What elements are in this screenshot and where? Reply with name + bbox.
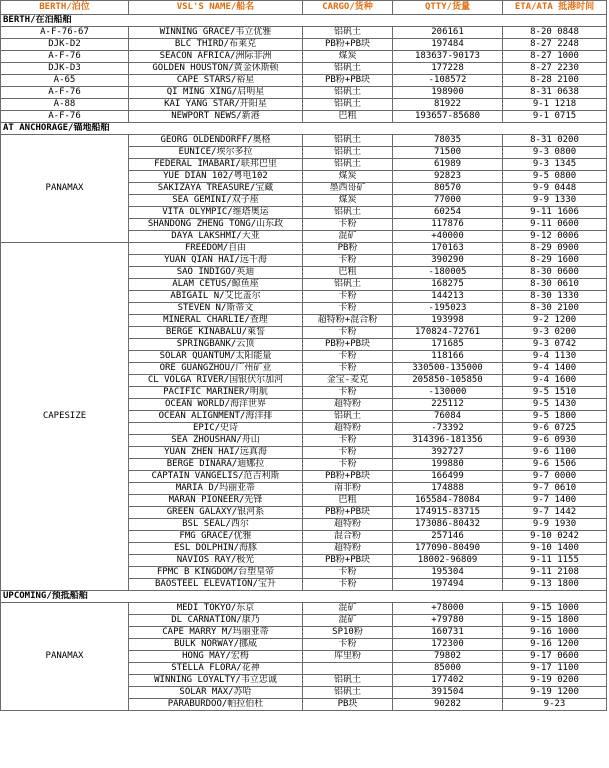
vessel-cell[interactable]: SEACON AFRICA/洲际非洲 — [129, 51, 303, 63]
cargo-cell[interactable]: 墨西哥矿 — [303, 183, 393, 195]
cargo-cell[interactable]: 超特粉 — [303, 519, 393, 531]
vessel-cell[interactable]: HONG MAY/宏梅 — [129, 651, 303, 663]
cargo-cell[interactable]: PB粉+PB块 — [303, 75, 393, 87]
qtty-cell[interactable]: 18002-96809 — [393, 555, 503, 567]
qtty-cell[interactable]: 80570 — [393, 183, 503, 195]
cargo-cell[interactable]: 卡粉 — [303, 363, 393, 375]
eta-cell[interactable]: 9-11 2108 — [503, 567, 607, 579]
eta-cell[interactable]: 8-31 0638 — [503, 87, 607, 99]
table-row — [1, 99, 607, 111]
qtty-cell[interactable]: 391504 — [393, 687, 503, 699]
table-row — [1, 39, 607, 51]
cargo-cell[interactable]: 铝矾土 — [303, 207, 393, 219]
cargo-cell[interactable]: 卡粉 — [303, 219, 393, 231]
table-row — [1, 75, 607, 87]
cargo-cell[interactable]: 铝矾土 — [303, 147, 393, 159]
qtty-cell[interactable]: 71500 — [393, 147, 503, 159]
vessel-cell[interactable]: STELLA FLORA/花神 — [129, 663, 303, 675]
qtty-cell[interactable]: 85000 — [393, 663, 503, 675]
qtty-cell[interactable]: 195304 — [393, 567, 503, 579]
cargo-cell[interactable]: 铝矾土 — [303, 135, 393, 147]
cargo-cell[interactable]: 超特粉 — [303, 543, 393, 555]
cargo-cell[interactable]: 铝矾土 — [303, 87, 393, 99]
eta-cell[interactable]: 8-20 0848 — [503, 27, 607, 39]
qtty-cell[interactable]: 314396-181356 — [393, 435, 503, 447]
section-row — [1, 123, 607, 135]
eta-cell[interactable]: 8-30 0600 — [503, 267, 607, 279]
cargo-cell[interactable]: 煤炭 — [303, 51, 393, 63]
vessel-cell[interactable]: WINNING GRACE/韦立优雅 — [129, 27, 303, 39]
eta-cell[interactable]: 8-29 1600 — [503, 255, 607, 267]
cargo-cell[interactable]: 混矿 — [303, 615, 393, 627]
cargo-cell[interactable]: PB粉+PB块 — [303, 339, 393, 351]
vessel-cell[interactable]: BERGE DINARA/迪娜拉 — [129, 459, 303, 471]
eta-cell[interactable]: 9-2 1200 — [503, 315, 607, 327]
vessel-cell[interactable]: MINERAL CHARLIE/查理 — [129, 315, 303, 327]
cargo-cell[interactable]: 卡粉 — [303, 303, 393, 315]
category-capesize[interactable]: CAPESIZE — [1, 243, 129, 591]
eta-cell[interactable]: 9-23 — [503, 699, 607, 711]
table-row — [1, 63, 607, 75]
cargo-cell[interactable]: 金宝-麦克 — [303, 375, 393, 387]
vessel-cell[interactable]: FMG GRACE/优雅 — [129, 531, 303, 543]
qtty-cell[interactable]: 61989 — [393, 159, 503, 171]
cargo-cell[interactable]: 卡粉 — [303, 579, 393, 591]
vessel-cell[interactable]: SHANDONG ZHENG TONG/山东政 — [129, 219, 303, 231]
cargo-cell[interactable]: PB粉 — [303, 243, 393, 255]
eta-cell[interactable]: 9-4 1130 — [503, 351, 607, 363]
header-cargo[interactable]: CARGO/货种 — [303, 1, 393, 15]
vessel-cell[interactable]: STEVEN N/斯蒂文 — [129, 303, 303, 315]
qtty-cell[interactable]: 60254 — [393, 207, 503, 219]
table-row — [1, 243, 607, 255]
eta-cell[interactable]: 8-27 2248 — [503, 39, 607, 51]
header-vessel[interactable]: VSL'S NAME/船名 — [129, 1, 303, 15]
vessel-cell[interactable]: BAOSTEEL ELEVATION/宝升 — [129, 579, 303, 591]
vessel-cell[interactable]: OCEAN ALIGNMENT/海洋排 — [129, 411, 303, 423]
eta-cell[interactable]: 9-4 1600 — [503, 375, 607, 387]
qtty-cell[interactable]: 206161 — [393, 27, 503, 39]
vessel-cell[interactable]: KAI YANG STAR/开阳星 — [129, 99, 303, 111]
vessel-cell[interactable]: MEDI TOKYO/东京 — [129, 603, 303, 615]
vessel-cell[interactable]: ABIGAIL N/艾比盖尔 — [129, 291, 303, 303]
cargo-cell[interactable]: 巴粗 — [303, 267, 393, 279]
cargo-cell[interactable]: PB粉+PB块 — [303, 555, 393, 567]
cargo-cell[interactable]: 卡粉 — [303, 639, 393, 651]
cargo-cell[interactable]: 超特粉 — [303, 423, 393, 435]
cargo-cell[interactable]: PB块 — [303, 699, 393, 711]
vessel-cell[interactable]: EUNICE/埃尔多拉 — [129, 147, 303, 159]
cargo-cell[interactable]: 库里粉 — [303, 651, 393, 663]
qtty-cell[interactable]: 198900 — [393, 87, 503, 99]
eta-cell[interactable]: 9-5 1430 — [503, 399, 607, 411]
qtty-cell[interactable]: +78000 — [393, 603, 503, 615]
cargo-cell[interactable] — [303, 663, 393, 675]
cargo-cell[interactable]: 铝矾土 — [303, 675, 393, 687]
cargo-cell[interactable]: 煤炭 — [303, 195, 393, 207]
vessel-cell[interactable]: CL VOLGA RIVER/国银伏尔加河 — [129, 375, 303, 387]
section-upcoming-title[interactable]: UPCOMING/预抵船舶 — [1, 591, 607, 603]
eta-cell[interactable]: 9-13 1800 — [503, 579, 607, 591]
berth-cell[interactable]: A-F-76 — [1, 111, 129, 123]
vessel-cell[interactable]: YUAN QIAN HAI/远千海 — [129, 255, 303, 267]
eta-cell[interactable]: 9-7 0610 — [503, 483, 607, 495]
vessel-cell[interactable]: FREEDOM/自由 — [129, 243, 303, 255]
berth-cell[interactable]: DJK-D2 — [1, 39, 129, 51]
qtty-cell[interactable]: 199880 — [393, 459, 503, 471]
vessel-cell[interactable]: YUE DIAN 102/粤电102 — [129, 171, 303, 183]
qtty-cell[interactable]: 165584-78084 — [393, 495, 503, 507]
cargo-cell[interactable]: 煤炭 — [303, 171, 393, 183]
qtty-cell[interactable]: 117876 — [393, 219, 503, 231]
cargo-cell[interactable]: 超特粉+混合粉 — [303, 315, 393, 327]
qtty-cell[interactable]: 330500-135000 — [393, 363, 503, 375]
qtty-cell[interactable]: 197484 — [393, 39, 503, 51]
berth-cell[interactable]: A-65 — [1, 75, 129, 87]
vessel-cell[interactable]: SOLAR MAX/苏哈 — [129, 687, 303, 699]
vessel-cell[interactable]: VITA OLYMPIC/维塔奥运 — [129, 207, 303, 219]
qtty-cell[interactable]: 173086-80432 — [393, 519, 503, 531]
cargo-cell[interactable]: 混矿 — [303, 231, 393, 243]
vessel-cell[interactable]: QI MING XING/启明星 — [129, 87, 303, 99]
vessel-cell[interactable]: MARAN PIONEER/先锋 — [129, 495, 303, 507]
qtty-cell[interactable]: 166499 — [393, 471, 503, 483]
qtty-cell[interactable]: 118166 — [393, 351, 503, 363]
eta-cell[interactable]: 9-3 0200 — [503, 327, 607, 339]
vessel-cell[interactable]: GOLDEN HOUSTON/黄金休斯顿 — [129, 63, 303, 75]
cargo-cell[interactable]: 卡粉 — [303, 327, 393, 339]
qtty-cell[interactable]: 197494 — [393, 579, 503, 591]
qtty-cell[interactable]: 79802 — [393, 651, 503, 663]
vessel-cell[interactable]: CAPTAIN VANGELIS/范吉利斯 — [129, 471, 303, 483]
section-berth-title[interactable]: BERTH/在泊船舶 — [1, 15, 607, 27]
vessel-cell[interactable]: FPMC B KINGDOM/台塑皇帝 — [129, 567, 303, 579]
vessel-cell[interactable]: MARIA D/玛丽亚蒂 — [129, 483, 303, 495]
vessel-cell[interactable]: SOLAR QUANTUM/太阳能量 — [129, 351, 303, 363]
vessel-cell[interactable]: SEA ZHOUSHAN/舟山 — [129, 435, 303, 447]
eta-cell[interactable]: 9-3 0742 — [503, 339, 607, 351]
eta-cell[interactable]: 9-6 0930 — [503, 435, 607, 447]
table-row — [1, 27, 607, 39]
eta-cell[interactable]: 9-16 1200 — [503, 639, 607, 651]
eta-cell[interactable]: 9-15 1800 — [503, 615, 607, 627]
cargo-cell[interactable]: 卡粉 — [303, 459, 393, 471]
eta-cell[interactable]: 8-27 1000 — [503, 51, 607, 63]
eta-cell[interactable]: 9-16 1000 — [503, 627, 607, 639]
cargo-cell[interactable]: SP10粉 — [303, 627, 393, 639]
eta-cell[interactable]: 9-17 0600 — [503, 651, 607, 663]
qtty-cell[interactable]: +40000 — [393, 231, 503, 243]
table-row — [1, 51, 607, 63]
header-qtty[interactable]: QTTY/货量 — [393, 1, 503, 15]
qtty-cell[interactable]: 92823 — [393, 171, 503, 183]
vessel-cell[interactable]: ALAM CETUS/鲸鱼座 — [129, 279, 303, 291]
qtty-cell[interactable]: 76084 — [393, 411, 503, 423]
cargo-cell[interactable]: 卡粉 — [303, 387, 393, 399]
qtty-cell[interactable]: 205850-105850 — [393, 375, 503, 387]
table-row — [1, 87, 607, 99]
vessel-cell[interactable]: OCEAN WORLD/海洋世界 — [129, 399, 303, 411]
vessel-cell[interactable]: PARABURDOO/帕拉伯杜 — [129, 699, 303, 711]
vessel-cell[interactable]: GREEN GALAXY/银河系 — [129, 507, 303, 519]
header-eta[interactable]: ETA/ATA 抵港时间 — [503, 1, 607, 15]
eta-cell[interactable]: 9-15 1000 — [503, 603, 607, 615]
qtty-cell[interactable]: 144213 — [393, 291, 503, 303]
qtty-cell[interactable]: 183637-90173 — [393, 51, 503, 63]
eta-cell[interactable]: 9-11 1155 — [503, 555, 607, 567]
vessel-cell[interactable]: BLC THIRD/布莱克 — [129, 39, 303, 51]
cargo-cell[interactable]: 铝矾土 — [303, 99, 393, 111]
vessel-cell[interactable]: NEWPORT NEWS/新港 — [129, 111, 303, 123]
qtty-cell[interactable]: 170163 — [393, 243, 503, 255]
eta-cell[interactable]: 9-7 1400 — [503, 495, 607, 507]
eta-cell[interactable]: 9-6 1506 — [503, 459, 607, 471]
cargo-cell[interactable]: 铝矾土 — [303, 63, 393, 75]
cargo-cell[interactable]: 混矿 — [303, 603, 393, 615]
eta-cell[interactable]: 9-5 1800 — [503, 411, 607, 423]
eta-cell[interactable]: 9-9 0448 — [503, 183, 607, 195]
qtty-cell[interactable]: 78035 — [393, 135, 503, 147]
vessel-cell[interactable]: BSL SEAL/西尔 — [129, 519, 303, 531]
cargo-cell[interactable]: PB粉+PB块 — [303, 39, 393, 51]
qtty-cell[interactable]: 193998 — [393, 315, 503, 327]
vessel-cell[interactable]: BULK NORWAY/挪威 — [129, 639, 303, 651]
qtty-cell[interactable]: -73392 — [393, 423, 503, 435]
cargo-cell[interactable]: 卡粉 — [303, 435, 393, 447]
berth-cell[interactable]: A-F-76 — [1, 87, 129, 99]
qtty-cell[interactable]: 390290 — [393, 255, 503, 267]
cargo-cell[interactable]: 混合粉 — [303, 531, 393, 543]
eta-cell[interactable]: 9-7 1442 — [503, 507, 607, 519]
vessel-cell[interactable]: DL CARNATION/康乃 — [129, 615, 303, 627]
eta-cell[interactable]: 9-3 1345 — [503, 159, 607, 171]
qtty-cell[interactable]: -180005 — [393, 267, 503, 279]
section-anchorage-title[interactable]: AT ANCHORAGE/锚地船舶 — [1, 123, 607, 135]
eta-cell[interactable]: 9-12 0006 — [503, 231, 607, 243]
vessel-cell[interactable]: CAPE STARS/裕星 — [129, 75, 303, 87]
eta-cell[interactable]: 9-19 0200 — [503, 675, 607, 687]
vessel-cell[interactable]: ESL DOLPHIN/海豚 — [129, 543, 303, 555]
qtty-cell[interactable]: 160731 — [393, 627, 503, 639]
eta-cell[interactable]: 9-1 1218 — [503, 99, 607, 111]
berth-cell[interactable]: DJK-D3 — [1, 63, 129, 75]
vessel-cell[interactable]: SAKIZAYA TREASURE/宝藏 — [129, 183, 303, 195]
berth-cell[interactable]: A-88 — [1, 99, 129, 111]
cargo-cell[interactable]: PB粉+PB块 — [303, 471, 393, 483]
qtty-cell[interactable]: 177090-80490 — [393, 543, 503, 555]
qtty-cell[interactable]: 193657-85680 — [393, 111, 503, 123]
eta-cell[interactable]: 9-5 0800 — [503, 171, 607, 183]
vessel-cell[interactable]: BERGE KINABALU/萊誓 — [129, 327, 303, 339]
vessel-cell[interactable]: PACIFIC MARINER/明航 — [129, 387, 303, 399]
eta-cell[interactable]: 9-4 1400 — [503, 363, 607, 375]
qtty-cell[interactable]: 225112 — [393, 399, 503, 411]
qtty-cell[interactable]: 177228 — [393, 63, 503, 75]
qtty-cell[interactable]: -130000 — [393, 387, 503, 399]
eta-cell[interactable]: 9-3 0800 — [503, 147, 607, 159]
qtty-cell[interactable]: 171685 — [393, 339, 503, 351]
vessel-cell[interactable]: SAO INDIGO/英迪 — [129, 267, 303, 279]
qtty-cell[interactable]: 168275 — [393, 279, 503, 291]
vessel-cell[interactable]: YUAN ZHEN HAI/远真海 — [129, 447, 303, 459]
qtty-cell[interactable]: 174915-83715 — [393, 507, 503, 519]
category-panamax[interactable]: PANAMAX — [1, 135, 129, 243]
column-header-row — [1, 1, 607, 15]
cargo-cell[interactable]: 卡粉 — [303, 567, 393, 579]
cargo-cell[interactable]: 卡粉 — [303, 351, 393, 363]
vessel-cell[interactable]: NAVIOS RAY/极光 — [129, 555, 303, 567]
qtty-cell[interactable]: -195023 — [393, 303, 503, 315]
qtty-cell[interactable]: +79780 — [393, 615, 503, 627]
eta-cell[interactable]: 9-6 0725 — [503, 423, 607, 435]
eta-cell[interactable]: 8-31 0200 — [503, 135, 607, 147]
qtty-cell[interactable]: 81922 — [393, 99, 503, 111]
eta-cell[interactable]: 9-17 1100 — [503, 663, 607, 675]
vessel-cell[interactable]: WINNING LOYALTY/韦立忠诚 — [129, 675, 303, 687]
eta-cell[interactable]: 9-10 0242 — [503, 531, 607, 543]
cargo-cell[interactable]: 铝矾土 — [303, 411, 393, 423]
eta-cell[interactable]: 9-5 1510 — [503, 387, 607, 399]
eta-cell[interactable]: 9-9 1930 — [503, 519, 607, 531]
qtty-cell[interactable]: 392727 — [393, 447, 503, 459]
vessel-cell[interactable]: SPRINGBANK/云顶 — [129, 339, 303, 351]
eta-cell[interactable]: 9-6 1100 — [503, 447, 607, 459]
section-row — [1, 15, 607, 27]
vessel-cell[interactable]: CAPE MARRY M/玛丽亚蒂 — [129, 627, 303, 639]
eta-cell[interactable]: 8-30 1330 — [503, 291, 607, 303]
eta-cell[interactable]: 9-11 0600 — [503, 219, 607, 231]
cargo-cell[interactable]: 卡粉 — [303, 447, 393, 459]
cargo-cell[interactable]: 巴粗 — [303, 495, 393, 507]
eta-cell[interactable]: 9-1 0715 — [503, 111, 607, 123]
eta-cell[interactable]: 8-30 0610 — [503, 279, 607, 291]
qtty-cell[interactable]: 257146 — [393, 531, 503, 543]
eta-cell[interactable]: 9-9 1330 — [503, 195, 607, 207]
cargo-cell[interactable]: 卡粉 — [303, 291, 393, 303]
berth-cell[interactable]: A-F-76 — [1, 51, 129, 63]
table-row — [1, 135, 607, 147]
vessel-cell[interactable]: ORE GUANGZHOU/广州矿业 — [129, 363, 303, 375]
qtty-cell[interactable]: 90282 — [393, 699, 503, 711]
eta-cell[interactable]: 9-7 0000 — [503, 471, 607, 483]
eta-cell[interactable]: 9-19 1200 — [503, 687, 607, 699]
eta-cell[interactable]: 8-29 0900 — [503, 243, 607, 255]
eta-cell[interactable]: 9-10 1400 — [503, 543, 607, 555]
qtty-cell[interactable]: 170824-72761 — [393, 327, 503, 339]
table-row — [1, 111, 607, 123]
berth-cell[interactable]: A-F-76-67 — [1, 27, 129, 39]
cargo-cell[interactable]: 南非粉 — [303, 483, 393, 495]
eta-cell[interactable]: 8-30 2100 — [503, 303, 607, 315]
cargo-cell[interactable]: 铝矾土 — [303, 159, 393, 171]
eta-cell[interactable]: 9-11 1606 — [503, 207, 607, 219]
cargo-cell[interactable]: 铝矾土 — [303, 279, 393, 291]
category-upcoming-panamax[interactable]: PANAMAX — [1, 603, 129, 711]
qtty-cell[interactable]: -108572 — [393, 75, 503, 87]
qtty-cell[interactable]: 77000 — [393, 195, 503, 207]
vessel-cell[interactable]: GEORG OLDENDORFF/奥格 — [129, 135, 303, 147]
qtty-cell[interactable]: 174888 — [393, 483, 503, 495]
table-row — [1, 603, 607, 615]
cargo-cell[interactable]: 铝矾土 — [303, 687, 393, 699]
eta-cell[interactable]: 8-28 2100 — [503, 75, 607, 87]
cargo-cell[interactable]: 卡粉 — [303, 255, 393, 267]
cargo-cell[interactable]: 巴粗 — [303, 111, 393, 123]
qtty-cell[interactable]: 177402 — [393, 675, 503, 687]
vessel-cell[interactable]: EPIC/史诗 — [129, 423, 303, 435]
vessel-cell[interactable]: DAYA LAKSHMI/大亚 — [129, 231, 303, 243]
vessel-cell[interactable]: SEA GEMINI/双子座 — [129, 195, 303, 207]
header-berth[interactable]: BERTH/泊位 — [1, 1, 129, 15]
vessel-cell[interactable]: FEDERAL IMABARI/联邦巴里 — [129, 159, 303, 171]
cargo-cell[interactable]: PB粉+PB块 — [303, 507, 393, 519]
qtty-cell[interactable]: 172300 — [393, 639, 503, 651]
section-row — [1, 591, 607, 603]
eta-cell[interactable]: 8-27 2230 — [503, 63, 607, 75]
cargo-cell[interactable]: 超特粉 — [303, 399, 393, 411]
cargo-cell[interactable]: 铝矾土 — [303, 27, 393, 39]
